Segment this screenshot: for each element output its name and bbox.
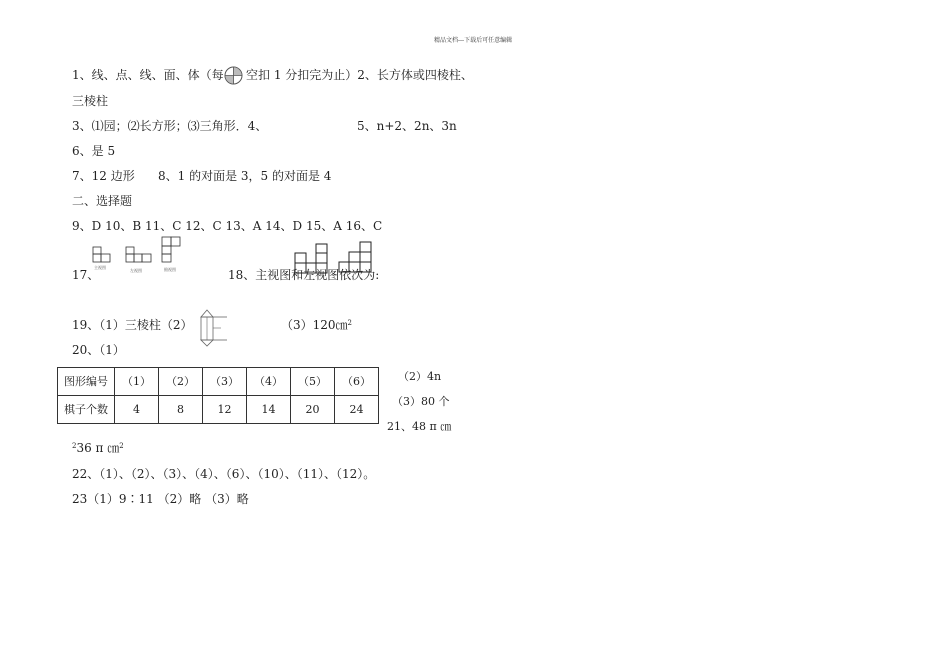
answer-21-continued [72, 441, 124, 455]
table-col-header: （1） [115, 368, 159, 396]
table-cell: 20 [291, 396, 335, 424]
table-col-header: （3） [203, 368, 247, 396]
q17-caption-front: 主视图 [94, 265, 106, 270]
table-header-label: 图形编号 [58, 368, 115, 396]
answer-line-2: 三棱柱 [72, 94, 109, 108]
answer-line-23: 23（1）9∶11 （2）略 （3）略 [72, 492, 249, 506]
answer-line-22: 22、（1）、（2）、（3）、（4）、（6）、（10）、（11）、（12）。 [72, 467, 376, 481]
table-cell: 14 [247, 396, 291, 424]
q17-caption-top: 俯视图 [164, 267, 176, 272]
answer-line-18: 18、主视图和左视图依次为: [228, 268, 380, 282]
answer-20-2: （2）4n [398, 370, 442, 383]
answer-line-19-3 [281, 318, 352, 332]
table-cell: 8 [159, 396, 203, 424]
answer-21: 21、48 π ㎝ [387, 420, 452, 433]
answer-line-4: 6、是 5 [72, 144, 116, 158]
table-col-header: （2） [159, 368, 203, 396]
answer-table [57, 367, 379, 424]
q17-top-view-figure [161, 236, 182, 264]
table-col-header: （6） [335, 368, 379, 396]
q17-side-view-figure [125, 246, 153, 263]
table-row [58, 368, 379, 396]
answer-line-choices: 9、D 10、B 11、C 12、C 13、A 14、D 15、A 16、C [72, 219, 383, 233]
superscript-2: 2 [347, 319, 353, 327]
answer-line-17: 17、 [72, 268, 100, 282]
answer-19-3-text: （3）120㎝ [281, 318, 348, 332]
table-row [58, 396, 379, 424]
q18-front-view-figure [294, 243, 330, 283]
table-cell: 12 [203, 396, 247, 424]
answer-line-5b: 8、1 的对面是 3，5 的对面是 4 [158, 169, 332, 183]
answer-line-20: 20、（1） [72, 343, 125, 357]
q18-left-view-figure [338, 241, 374, 281]
answer-line-1a: 1、线、点、线、面、体（每 [72, 68, 224, 82]
q17-caption-side: 左视图 [130, 268, 142, 273]
answer-21-continued-text: 36 π ㎝ [76, 441, 120, 455]
answer-line-19: 19、（1）三棱柱（2） [72, 318, 193, 332]
table-col-header: （5） [291, 368, 335, 396]
table-row-label: 棋子个数 [58, 396, 115, 424]
section-heading-choice: 二、选择题 [72, 194, 133, 208]
table-cell: 24 [335, 396, 379, 424]
answer-line-5a: 7、12 边形 [72, 169, 135, 183]
superscript-2: 2 [72, 442, 77, 450]
q19-prism-net-figure [199, 309, 229, 347]
page-header: 精品文档---下载后可任意编辑 [434, 37, 513, 44]
answer-line-3a: 3、⑴园；⑵长方形；⑶三角形．4、 [72, 119, 268, 133]
table-col-header: （4） [247, 368, 291, 396]
q17-front-view-figure [92, 246, 112, 263]
answer-20-3: （3）80 个 [392, 395, 450, 408]
answer-line-1b: 空扣 1 分扣完为止）2、长方体或四棱柱、 [246, 68, 473, 82]
superscript-2: 2 [119, 442, 124, 450]
answer-line-3b: 5、n+2、2n、3n [357, 119, 457, 133]
circle-quarter-icon [224, 66, 243, 85]
table-cell: 4 [115, 396, 159, 424]
